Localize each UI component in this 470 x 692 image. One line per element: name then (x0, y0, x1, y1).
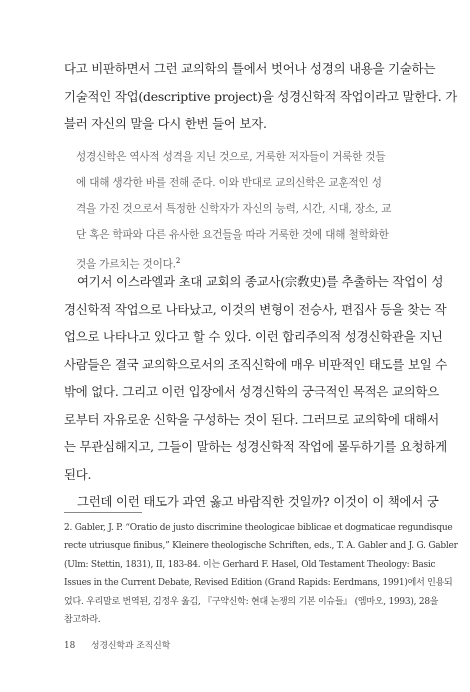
quote-line: 단 혹은 학파와 다른 유사한 요건들을 따라 거룩한 것에 대해 철학화한 (76, 229, 389, 241)
paragraph-main (64, 268, 447, 488)
text-line: 블러 자신의 말을 다시 한번 들어 보자. (64, 116, 267, 131)
footnote-line: 참고하라. (64, 615, 101, 626)
paragraph-top (64, 55, 458, 138)
page-footer (64, 638, 170, 651)
footnote-line: 었다. 우리말로 번역된, 김정우 옮김, 『구약신학: 현대 논쟁의 기본 이슈들』 (엠마오, 1993), 28을 (64, 596, 439, 607)
footnote-reference[interactable]: 2 (175, 257, 181, 265)
text-line: 기술적인 작업(descriptive project)을 성경신학적 작업이라고 말한다. 가 (64, 88, 458, 104)
block-quote (76, 144, 396, 278)
quote-line: 에 대해 생각한 바를 전해 준다. 이와 반대로 교의신학은 교훈적인 성 (76, 177, 382, 189)
page-number: 18 (64, 641, 76, 651)
footnote-line: 2. Gabler, J. P. “Oratio de justo discrimine theologicae biblicae et dogmaticae regundisque (64, 523, 453, 533)
quote-line: 성경신학은 역사적 성격을 지닌 것으로, 거룩한 저자들이 거룩한 것들 (76, 151, 386, 163)
footnote-line: (Ulm: Stettin, 1831), II, 183-84. 이는 Gerhard F. Hasel, Old Testament Theology: Basic (64, 559, 436, 570)
text-line: 업으로 나타나고 있다고 할 수 있다. 이런 합리주의적 성경신학관을 지닌 (64, 329, 443, 344)
footnote (64, 519, 458, 629)
text-line: 는 무관심해지고, 그들이 말하는 성경신학적 작업에 몰두하기를 요청하게 (64, 439, 447, 454)
footnote-divider (64, 512, 142, 513)
text-line: 여기서 이스라엘과 초대 교회의 종교사(宗敎史)를 추출하는 작업이 성 (77, 274, 444, 289)
text-line: 로부터 자유로운 신학을 구성하는 것이 된다. 그러므로 교의학에 대해서 (64, 411, 439, 427)
text-line: 다고 비판하면서 그런 교의학의 틀에서 벗어나 성경의 내용을 기술하는 (64, 61, 436, 76)
quote-line: 격을 가진 것으로서 특정한 신학자가 자신의 능력, 시간, 시대, 장소, 교 (76, 203, 392, 215)
text-line: 밖에 없다. 그리고 이런 입장에서 성경신학의 궁극적인 목적은 교의학으 (64, 384, 439, 399)
text-line: 그런데 이런 태도가 과연 옳고 바람직한 것일까? 이것이 이 책에서 궁 (77, 494, 439, 509)
quote-last-text: 것을 가르치는 것이다. (76, 258, 176, 271)
footnote-line: Issues in the Current Debate, Revised Edition (Grand Rapids: Eerdmans, 1991)에서 인용되 (64, 578, 453, 589)
text-line: 된다. (64, 466, 92, 482)
text-line: 사람들은 결국 교의학으로서의 조직신학에 매우 비판적인 태도를 보일 수 (64, 356, 447, 372)
text-line: 경신학적 작업으로 나타났고, 이것의 변형이 전승사, 편집사 등을 찾는 작 (64, 301, 447, 317)
footnote-line: recte utriusque finibus,” Kleinere theologische Schriften, eds., T. A. Gabler and J. G. Gabler (64, 541, 458, 552)
running-title: 성경신학과 조직신학 (91, 641, 171, 651)
